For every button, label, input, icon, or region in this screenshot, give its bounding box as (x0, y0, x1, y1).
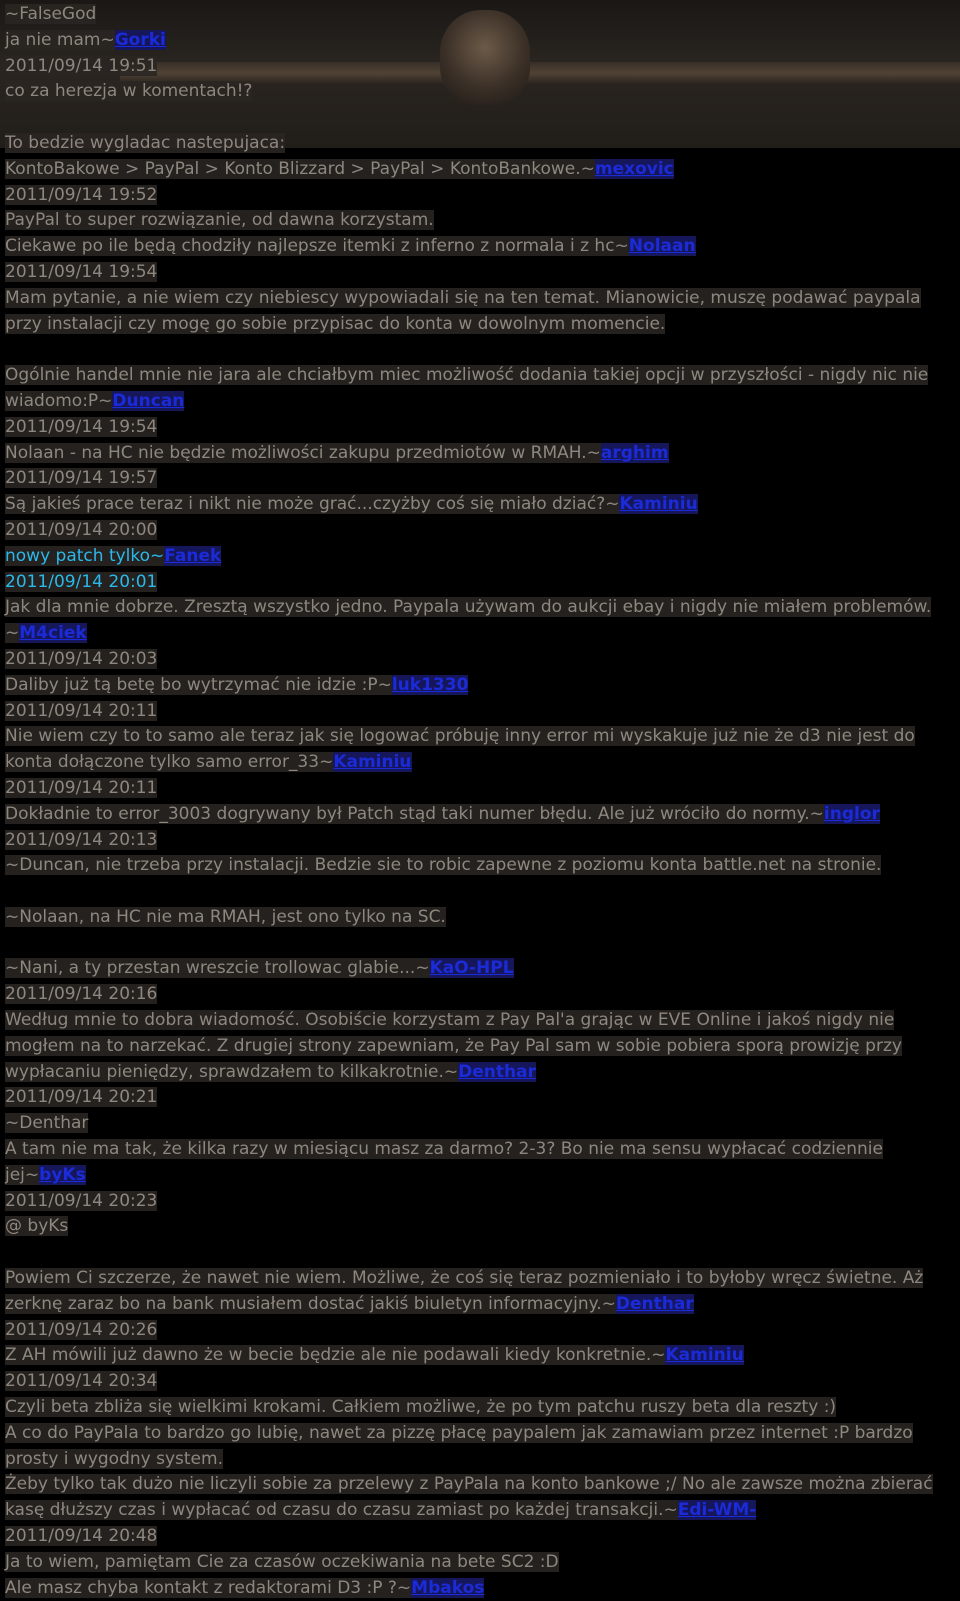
comment (5, 183, 960, 260)
comment (5, 647, 960, 699)
comment-text: ja nie mam~ (5, 29, 115, 50)
blank-line (5, 105, 960, 131)
comment (5, 1524, 960, 1601)
comment-date: 2011/09/14 20:48 (5, 1526, 158, 1547)
blank-line (5, 879, 960, 905)
comment-text: ~FalseGod (5, 4, 97, 24)
comment-text: Jak dla mnie dobrze. Zresztą wszystko jedno. Paypala używam do aukcji ebay i nigdy nie miałem problemów. ~ (5, 597, 932, 644)
comment-text: co za herezja w komentach!? (5, 81, 253, 102)
comment-text: ~Nani, a ty przestan wreszcie trollowac glabie...~ (5, 958, 430, 979)
comment (5, 1318, 960, 1370)
comment-date: 2011/09/14 20:00 (5, 519, 158, 540)
comment-date: 2011/09/14 19:54 (5, 261, 158, 282)
comment-date: 2011/09/14 19:52 (5, 184, 158, 205)
author-link[interactable]: Nolaan (628, 236, 696, 257)
author-link[interactable]: Duncan (112, 390, 185, 411)
author-link[interactable]: Kaminiu (333, 752, 412, 773)
author-link[interactable]: inglor (823, 803, 880, 824)
comment-date: 2011/09/14 20:34 (5, 1371, 158, 1392)
author-link[interactable]: byKs (39, 1164, 86, 1185)
comment-text: Ja to wiem, pamiętam Cie za czasów oczekiwania na bete SC2 :D (5, 1551, 559, 1572)
author-link[interactable]: Edi-WM- (677, 1500, 757, 1521)
comment-date: 2011/09/14 19:54 (5, 416, 158, 437)
comment-text: PayPal to super rozwiązanie, od dawna korzystam. (5, 210, 434, 231)
comment-text: Mam pytanie, a nie wiem czy niebiescy wypowiadali się na ten temat. Mianowicie, muszę podawać paypala przy instalacji czy mogę go sobie przypisac do konta w dowolnym momencie. (5, 287, 921, 334)
author-link[interactable]: Kaminiu (619, 494, 698, 515)
author-link[interactable]: mexovic (594, 158, 674, 179)
comment-date: 2011/09/14 19:51 (5, 55, 158, 76)
comment (5, 828, 960, 983)
comment (5, 699, 960, 776)
comment-date: 2011/09/14 19:57 (5, 468, 158, 489)
author-link[interactable]: arghim (600, 442, 669, 463)
comment-date: 2011/09/14 20:11 (5, 777, 158, 798)
comment-date: 2011/09/14 20:13 (5, 829, 158, 850)
comment-text: Ale masz chyba kontakt z redaktorami D3 :P ?~ (5, 1577, 412, 1598)
comment-list (5, 2, 960, 1601)
comment-date: 2011/09/14 20:16 (5, 984, 158, 1005)
comment-text: Nolaan - na HC nie będzie możliwości zakupu przedmiotów w RMAH.~ (5, 442, 601, 463)
comment-date: 2011/09/14 20:01 (5, 571, 158, 592)
comment (5, 1189, 960, 1318)
comment (5, 2, 960, 54)
comment (5, 415, 960, 467)
comment-text: Dokładnie to error_3003 dogrywany był Patch stąd taki numer błędu. Ale już wróciło do normy.~ (5, 803, 824, 824)
comment-text: ~Denthar (5, 1113, 89, 1134)
comment-text: Według mnie to dobra wiadomość. Osobiście korzystam z Pay Pal'a grając w EVE Online i jakoś nigdy nie mogłem na to narzekać. Z drugiej strony zapewniam, że Pay Pal sam w sobie pobiera sporą prowizję przy wypłacaniu pieniędzy, sprawdzałem to kilkakrotnie.~ (5, 1010, 902, 1082)
comment-text: Ogólnie handel mnie nie jara ale chciałbym miec możliwość dodania takiej opcji w przyszłości - nigdy nic nie wiadomo:P~ (5, 365, 929, 411)
comment-text: ~Nolaan, na HC nie ma RMAH, jest ono tylko na SC. (5, 906, 446, 927)
comment-text: A tam nie ma tak, że kilka razy w miesiącu masz za darmo? 2-3? Bo nie ma sensu wypłacać codziennie jej~ (5, 1139, 883, 1185)
comment-text: Nie wiem czy to to samo ale teraz jak się logować próbuję inny error mi wyskakuje już nie że d3 nie jest do konta dołączone tylko samo error_33~ (5, 726, 915, 773)
comment-date: 2011/09/14 20:03 (5, 648, 158, 669)
comment-text: @ byKs (5, 1216, 69, 1237)
comment (5, 518, 960, 570)
comment-text: Z AH mówili już dawno że w becie będzie ale nie podawali kiedy konkretnie.~ (5, 1345, 666, 1366)
comment-text: Ciekawe po ile będą chodziły najlepsze itemki z inferno z normala i z hc~ (5, 236, 629, 257)
author-link[interactable]: Gorki (114, 29, 166, 50)
comment (5, 982, 960, 1085)
blank-line (5, 1240, 960, 1266)
comment-text: Powiem Ci szczerze, że nawet nie wiem. Możliwe, że coś się teraz pozmieniało i to byłoby wręcz świetne. Aż zerknę zaraz bo na bank musiałem dostać jakiś biuletyn informacyjny.~ (5, 1268, 924, 1314)
blank-line (5, 337, 960, 363)
comment-date: 2011/09/14 20:11 (5, 700, 158, 721)
author-link[interactable]: KaO-HPL (429, 958, 514, 979)
author-link[interactable]: Denthar (615, 1293, 694, 1314)
comment-text: Są jakieś prace teraz i nikt nie może grać...czyżby coś się miało dziać?~ (5, 494, 620, 515)
author-link[interactable]: Kaminiu (665, 1345, 744, 1366)
comment (5, 1369, 960, 1524)
comment-text: Daliby już tą betę bo wytrzymać nie idzie :P~ (5, 674, 392, 695)
comment-date: 2011/09/14 20:21 (5, 1087, 158, 1108)
blank-line (5, 931, 960, 957)
comment-date: 2011/09/14 20:23 (5, 1190, 158, 1211)
comment (5, 466, 960, 518)
comment-text: Żeby tylko tak dużo nie liczyli sobie za przelewy z PayPala na konto bankowe ;/ No ale zawsze można zbierać kasę dłuższy czas i wypłacać od czasu do czasu zamiast po każdej transakcji.~ (5, 1474, 933, 1521)
comment (5, 776, 960, 828)
comment (5, 1085, 960, 1188)
author-link[interactable]: Denthar (458, 1061, 536, 1082)
comment-text: A co do PayPala to bardzo go lubię, nawet za pizzę płacę paypalem jak zamawiam przez internet :P bardzo prosty i wygodny system. (5, 1422, 913, 1469)
comment-text: To bedzie wygladac nastepujaca: (5, 132, 286, 153)
comment-text: Czyli beta zbliża się wielkimi krokami. Całkiem możliwe, że po tym patchu ruszy beta dla reszty :) (5, 1397, 837, 1418)
comment (5, 570, 960, 647)
author-link[interactable]: Fanek (164, 545, 222, 566)
comment-date: 2011/09/14 20:26 (5, 1319, 158, 1340)
author-link[interactable]: luk1330 (391, 674, 469, 695)
author-link[interactable]: M4ciek (19, 623, 87, 644)
author-link[interactable]: Mbakos (411, 1577, 485, 1598)
comment-text: KontoBakowe > PayPal > Konto Blizzard > PayPal > KontoBankowe.~ (5, 158, 595, 179)
comment-text: ~Duncan, nie trzeba przy instalacji. Bedzie sie to robic zapewne z poziomu konta battle.net na stronie. (5, 855, 882, 876)
comment (5, 260, 960, 415)
comment-text: nowy patch tylko~ (5, 545, 165, 566)
comment (5, 54, 960, 183)
